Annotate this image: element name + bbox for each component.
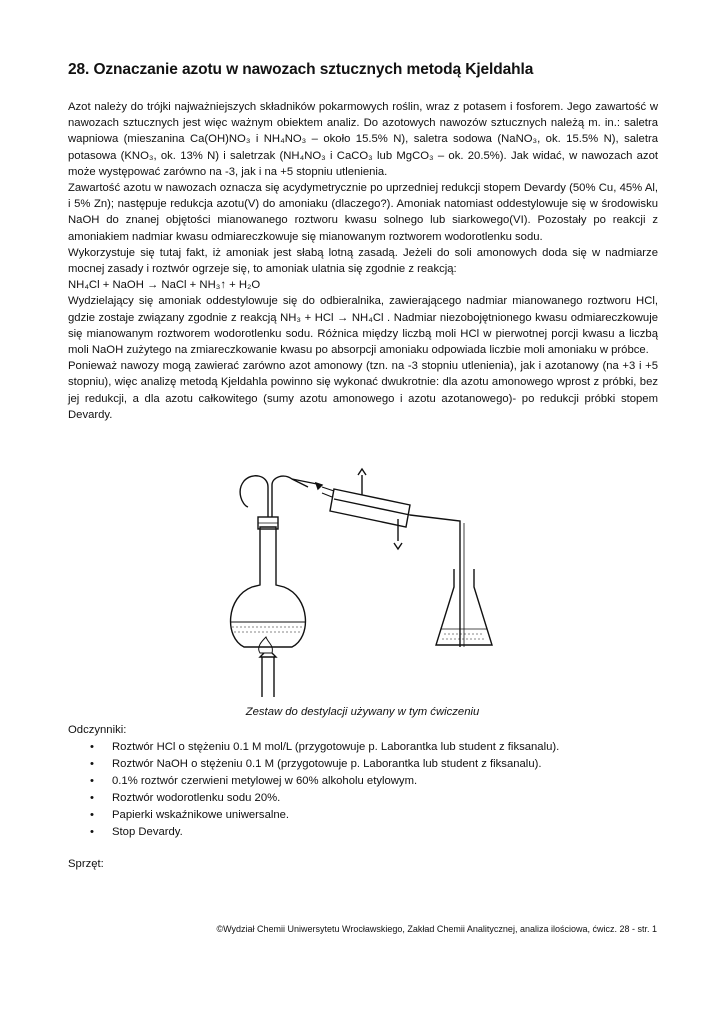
- reaction-equation: NH₄Cl + NaOH → NaCl + NH₃↑ + H₂O: [68, 279, 261, 292]
- page-title: 28. Oznaczanie azotu w nawozach sztucznych metodą Kjeldahla: [68, 61, 534, 78]
- reagents-heading: Odczynniki:: [68, 724, 127, 736]
- list-item: • Roztwór NaOH o stężeniu 0.1 M (przygotowuje p. Laborantka lub student z fiksanalu).: [90, 756, 668, 773]
- paragraph-intro: Azot należy do trójki najważniejszych składników pokarmowych roślin, wraz z potasem i fosforem. Jego zawartość w nawozach sztucznych jest więc ważnym obiektem analiz. Do azotowych nawozów sztucznych należą m. in.: saletra wapniowa (mieszanina Ca(OH)NO₃ i NH₄NO₃ – około 15.5% N), saletra sodowa (NaNO₃, ok. 15.5% N), saletra potasowa (KNO₃, ok. 13% N) i saletrzak (NH₄NO₃ i CaCO₃ lub MgCO₃ – ok. 20.5%). Jak widać, w nawozach azot może występować zarówno na -3, jak i na +5 stopniu utlenienia.: [68, 101, 658, 178]
- equipment-heading: Sprzęt:: [68, 858, 104, 870]
- list-item: • Stop Devardy.: [90, 824, 668, 841]
- body-text: [68, 99, 658, 423]
- figure-caption: Zestaw do destylacji używany w tym ćwiczeniu: [245, 706, 480, 718]
- list-item: • Roztwór HCl o stężeniu 0.1 M mol/L (przygotowuje p. Laborantka lub student z fiksanalu).: [90, 739, 668, 756]
- list-item: • 0.1% roztwór czerwieni metylowej w 60% alkoholu etylowym.: [90, 773, 668, 790]
- paragraph-method: Zawartość azotu w nawozach oznacza się acydymetrycznie po uprzedniej redukcji stopem Devardy (50% Cu, 45% Al, i 5% Zn); następuje redukcja azotu(V) do amoniaku (dlaczego?). Amoniak natomiast oddestylowuje się w środowisku NaOH do znanej objętości mianowanego roztworu kwasu solnego lub siarkowego(VI). Pozostały po reakcji z amoniakiem nadmiar kwasu odmiareczkowuje się mianowanym roztworem wodorotlenku sodu.: [68, 182, 658, 243]
- page-footer: ©Wydział Chemii Uniwersytetu Wrocławskiego, Zakład Chemii Analitycznej, analiza ilościowa, ćwicz. 28 - str. 1: [216, 924, 657, 934]
- reagents-list: [68, 739, 668, 841]
- distillation-apparatus-figure: [222, 457, 506, 707]
- list-item: • Roztwór wodorotlenku sodu 20%.: [90, 790, 668, 807]
- distillation-apparatus-drawing: [222, 457, 506, 707]
- list-item: • Papierki wskaźnikowe uniwersalne.: [90, 807, 668, 824]
- paragraph-principle: Wykorzystuje się tutaj fakt, iż amoniak jest słabą lotną zasadą. Jeżeli do soli amonowych doda się w nadmiarze mocnej zasady i roztwór ogrzeje się, to amoniak ulatnia się zgodnie z reakcją:: [68, 246, 658, 276]
- paragraph-double-analysis: Ponieważ nawozy mogą zawierać zarówno azot amonowy (tzn. na -3 stopniu utlenienia), jak i azotanowy (na +3 i +5 stopniu), więc analizę metodą Kjeldahla powinno się wykonać dwukrotnie: dla azotu amonowego wprost z próbki, bez jej redukcji, a dla azotu całkowitego (sumy azotu amonowego i azotu azotanowego)- po redukcji próbki stopem Devardy.: [68, 360, 658, 421]
- paragraph-distillation: Wydzielający się amoniak oddestylowuje się do odbieralnika, zawierającego nadmiar mianowanego roztworu HCl, gdzie zostaje związany zgodnie z reakcją NH₃ + HCl → NH₄Cl . Nadmiar niezobojętnionego kwasu odmiareczkowuje się mianowanym roztworem wodorotlenku sodu. Różnica między liczbą moli HCl w pierwotnej porcji kwasu a liczbą moli NaOH zużytego na zmiareczkowanie kwasu po absorpcji amoniaku odpowiada liczbie moli amoniaku w próbce.: [68, 295, 658, 357]
- reagents-section: [68, 722, 668, 841]
